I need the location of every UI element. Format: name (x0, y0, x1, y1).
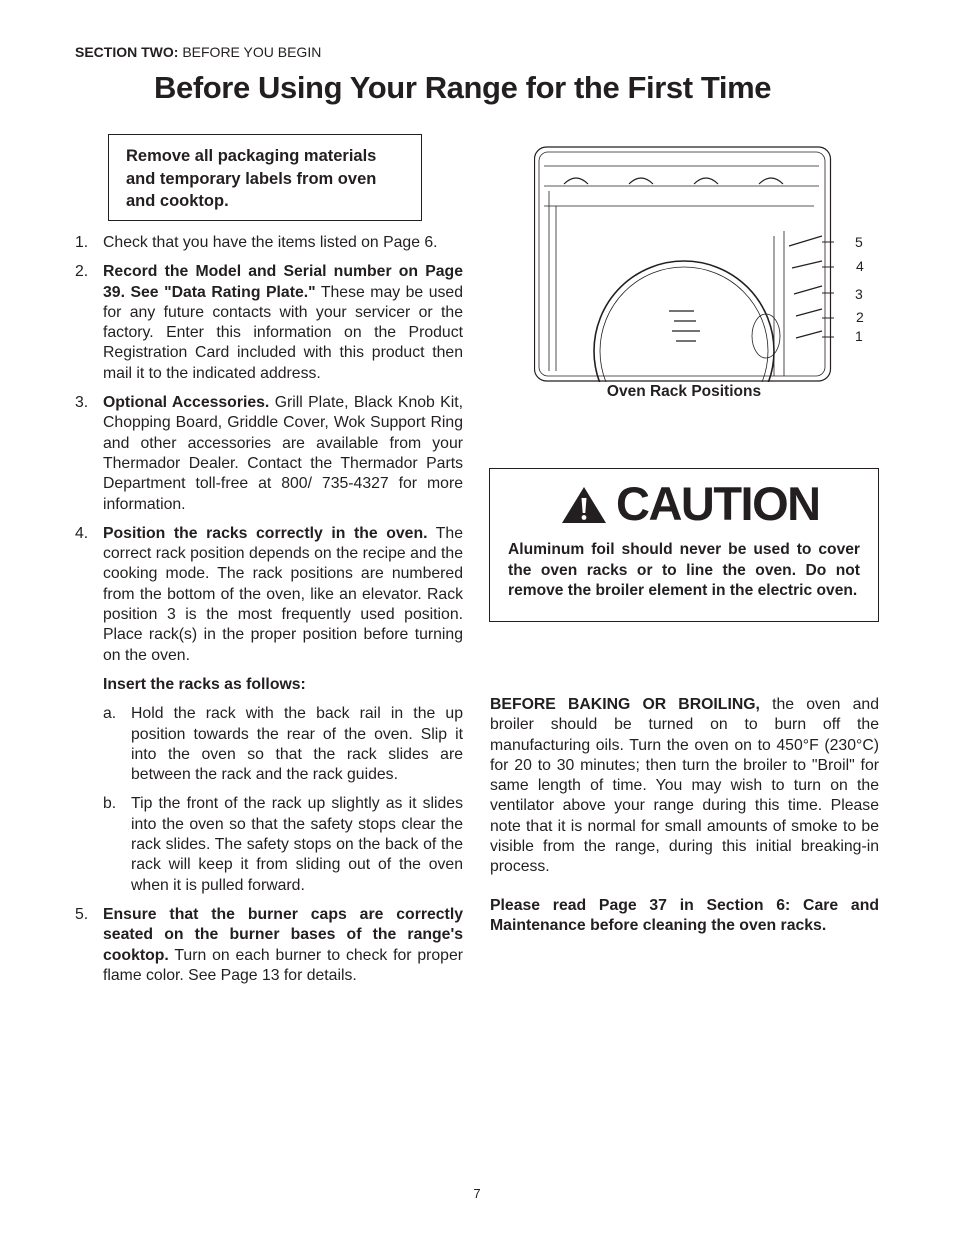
item-number: 3. (75, 394, 89, 412)
item-bold: Optional Accessories. (103, 394, 270, 412)
right-column (490, 695, 879, 954)
sub-item-letter: b. (103, 795, 117, 813)
sub-item-letter: a. (103, 705, 117, 723)
list-item (75, 905, 463, 986)
left-wall (549, 191, 556, 371)
item-number: 5. (75, 905, 89, 923)
packaging-note-box: Remove all packaging materials and temporary labels from oven and cooktop. (108, 134, 422, 221)
section-header (75, 44, 321, 60)
item-body: These may be used for any future contacts with your servicer or the factory. Enter this information on the Product Registration Card included with this product then mail it to the indicated address. (103, 283, 463, 382)
broiler-element (544, 166, 819, 206)
before-baking-body: the oven and broiler should be turned on to burn off the manufacturing oils. Turn the oven on to 450°F (230°C) for 20 to 30 minutes; then turn the broiler to "Broil" for same length of time. You may wish to turn on the ventilator above your range during this time. Please note that it is normal for small amounts of smoke to be visible from the range, during this initial breaking-in process. (490, 696, 879, 876)
warning-triangle-icon (561, 486, 607, 524)
fan-cover-inner (600, 267, 768, 382)
broiler-vents (564, 178, 783, 184)
item-body: Check that you have the items listed on Page 6. (103, 234, 438, 251)
rack-position-label: 5 (855, 234, 863, 250)
section-label: SECTION TWO: (75, 44, 179, 60)
sub-item-text: Hold the rack with the back rail in the up position towards the rear of the oven. Slip it into the oven so that the rack slides are between the rack and the rack guides. (131, 705, 463, 784)
page-number: 7 (473, 1186, 481, 1201)
rack-guides (789, 236, 822, 338)
before-baking-paragraph (490, 695, 879, 878)
item-text (103, 393, 463, 515)
caution-title: CAUTION (616, 477, 820, 530)
please-read-text: Please read Page 37 in Section 6: Care and Maintenance before cleaning the oven racks. (490, 896, 879, 934)
right-wall (774, 231, 784, 376)
list-item (75, 262, 463, 384)
section-name: BEFORE YOU BEGIN (182, 44, 322, 60)
item-number: 1. (75, 234, 89, 251)
item-text (103, 262, 463, 384)
rack-position-label: 4 (856, 258, 864, 274)
item-body: The correct rack position depends on the recipe and the cooking mode. The rack positions are numbered from the bottom of the oven, like an elevator. Rack position 3 is the most frequently used position. Place rack(s) in the proper position before turning on the oven. (103, 524, 463, 664)
item-text (103, 233, 463, 253)
item-bold: Ensure that the burner caps are correctly seated on the burner bases of the range's cooktop. (103, 905, 463, 964)
rack-position-label: 2 (856, 309, 864, 325)
item-number: 2. (75, 263, 89, 281)
insert-racks-heading: Insert the racks as follows: (103, 675, 306, 693)
list-item (75, 393, 463, 515)
item-bold: Record the Model and Serial number on Page 39. See "Data Rating Plate." (103, 263, 463, 301)
item-body: Turn on each burner to check for proper flame color. See Page 13 for details. (103, 946, 463, 984)
item-body: Grill Plate, Black Knob Kit, Chopping Board, Griddle Cover, Wok Support Ring and other accessories are available from your Thermador Dealer. Contact the Thermador Parts Department toll-free at 800/ 735-4327 for more information. (103, 394, 463, 513)
sub-list-item (103, 794, 463, 895)
sub-item-text: Tip the front of the rack up slightly as it slides into the oven so that the safety stops clear the rack slides. The safety stops on the back of the rack will keep it from sliding out of the oven when it is pulled forward. (131, 795, 463, 894)
caution-text: Aluminum foil should never be used to cover the oven racks or to line the oven. Do not remove the broiler element in the electric oven. (508, 541, 860, 599)
item-text (103, 524, 463, 666)
left-column (75, 233, 463, 995)
rack-position-label: 1 (855, 328, 863, 344)
before-baking-lead: BEFORE BAKING OR BROILING, (490, 696, 760, 713)
item-text (103, 905, 463, 986)
sub-list-item (103, 704, 463, 785)
item-number: 4. (75, 524, 89, 542)
please-read-note (490, 896, 879, 937)
fan-vent-slots (669, 311, 700, 341)
page-title: Before Using Your Range for the First Time (154, 70, 772, 105)
figure-caption: Oven Rack Positions (606, 383, 762, 400)
rack-position-label: 3 (855, 286, 863, 302)
oven-rack-illustration (534, 146, 834, 382)
oven-outer-frame (535, 147, 831, 381)
list-item (75, 233, 463, 253)
list-item (75, 524, 463, 666)
item-bold: Position the racks correctly in the oven. (103, 524, 428, 542)
oven-light (752, 314, 780, 358)
